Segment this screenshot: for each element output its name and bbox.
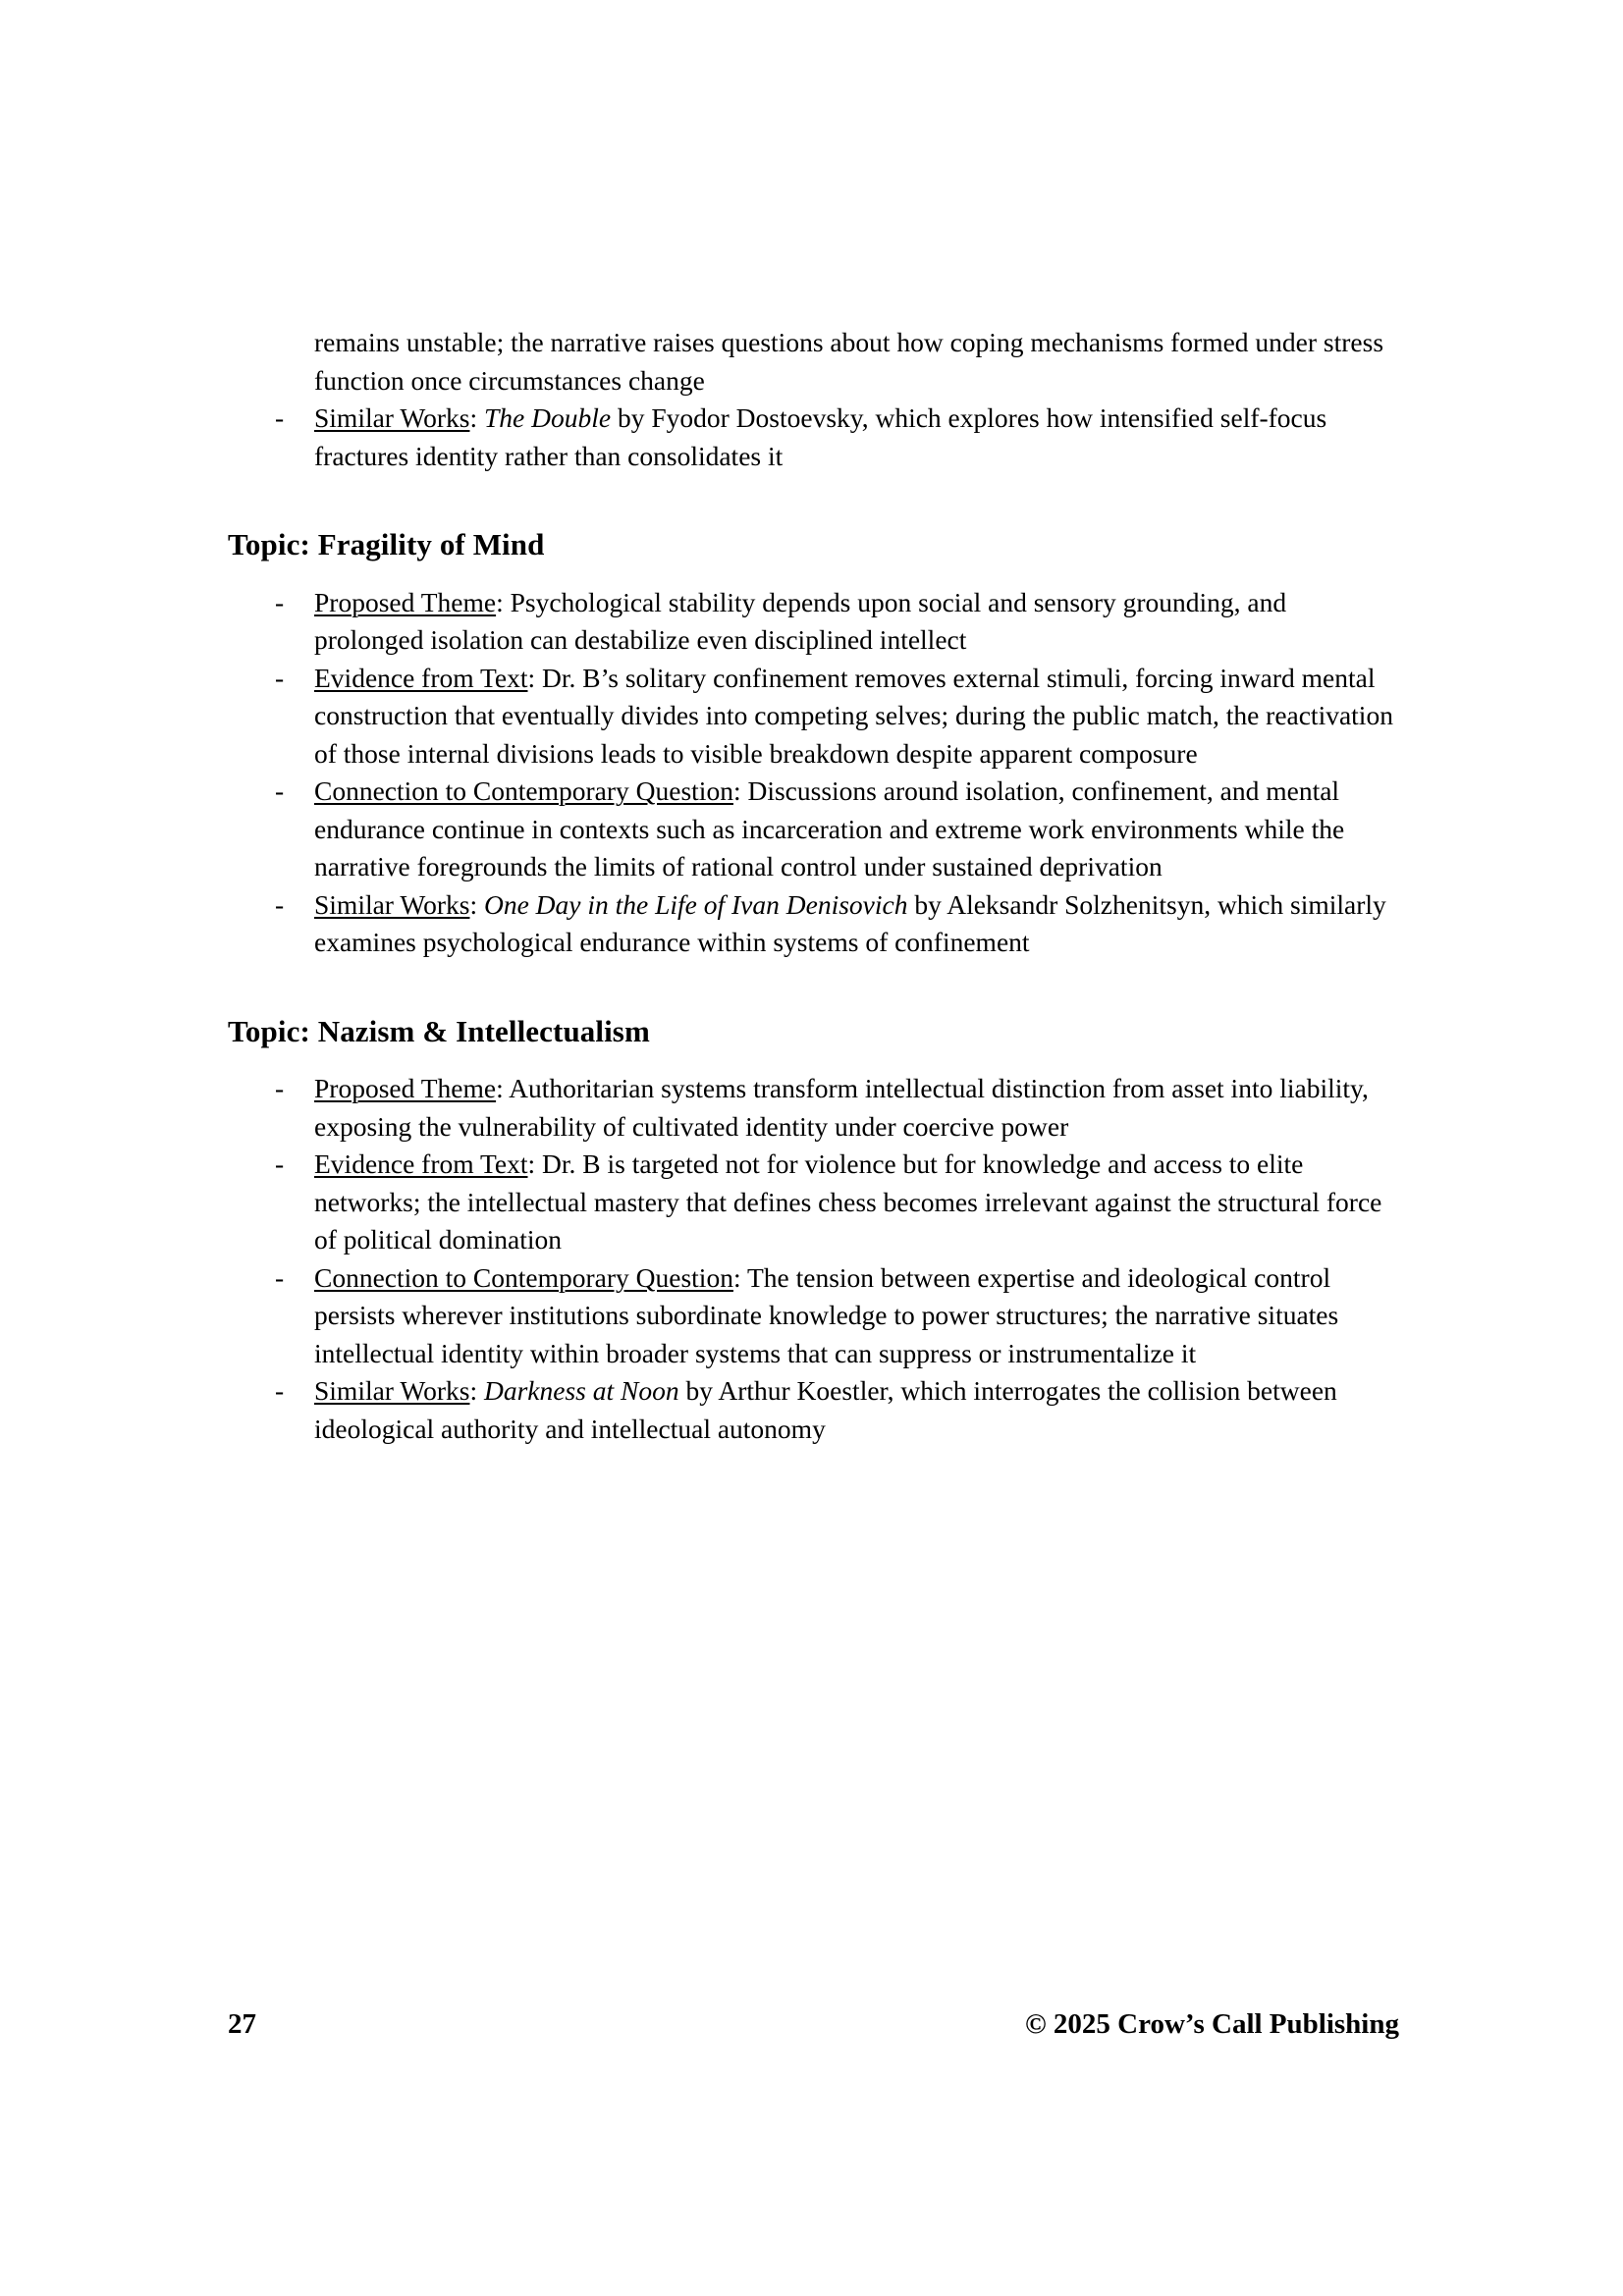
list-item: [228, 886, 1399, 962]
bullet-text: Discussions around isolation, confinement, and mental endurance continue in contexts such as incarceration and extreme work environments while the narrative foregrounds the limits of rational control under sustained deprivation: [314, 775, 1345, 881]
bullet-label: Proposed Theme: [314, 1073, 497, 1103]
page-content: [228, 324, 1399, 1448]
list-item: [228, 1070, 1399, 1146]
bullet-text: by Aleksandr Solzhenitsyn, which similarly examines psychological endurance within systems of confinement: [314, 888, 1386, 957]
list-item: [228, 400, 1399, 475]
section-2-bullet-list: [228, 1070, 1399, 1448]
bullet-text: by Arthur Koestler, which interrogates the collision between ideological authority and intellectual autonomy: [314, 1375, 1337, 1444]
bullet-label: Proposed Theme: [314, 586, 497, 617]
bullet-dash-icon: -: [275, 775, 285, 806]
bullet-dash-icon: -: [275, 1375, 285, 1406]
bullet-label: Similar Works: [314, 888, 470, 920]
section-1-bullet-list: [228, 584, 1399, 962]
bullet-text: Dr. B is targeted not for violence but for knowledge and access to elite networks; the intellectual mastery that defines chess becomes irrelevant against the structural force of political domination: [314, 1148, 1382, 1255]
bullet-text: by Fyodor Dostoevsky, which explores how intensified self-focus fractures identity rather than consolidates it: [314, 402, 1327, 471]
list-item: [228, 773, 1399, 886]
spacer: [228, 564, 1399, 584]
bullet-label: Similar Works: [314, 402, 470, 433]
spacer: [228, 1050, 1399, 1070]
page-number: 27: [228, 2008, 256, 2040]
bullet-separator: :: [527, 1148, 543, 1179]
list-item: [228, 1372, 1399, 1448]
bullet-text: Dr. B’s solitary confinement removes external stimuli, forcing inward mental construction that eventually divides into competing selves; during the public match, the reactivation of those internal divisions leads to visible breakdown despite apparent composure: [314, 662, 1393, 769]
bullet-label: Similar Works: [314, 1375, 470, 1406]
continuation-paragraph: remains unstable; the narrative raises questions about how coping mechanisms formed under stress function once circumstances change: [314, 327, 1384, 396]
bullet-work-title: Darkness at Noon: [483, 1375, 679, 1406]
bullet-text: Psychological stability depends upon social and sensory grounding, and prolonged isolation can destabilize even disciplined intellect: [314, 586, 1287, 655]
bullet-label: Evidence from Text: [314, 1148, 528, 1179]
bullet-separator: :: [496, 1073, 510, 1103]
publisher-notice: © 2025 Crow’s Call Publishing: [1024, 2008, 1399, 2040]
bullet-dash-icon: -: [275, 1073, 285, 1103]
spacer: [228, 475, 1399, 526]
bullet-separator: :: [469, 402, 484, 433]
page-title: Topic: Nazism & Intellectualism: [228, 1013, 650, 1048]
bullet-label: Connection to Contemporary Question: [314, 1261, 733, 1293]
bullet-separator: :: [527, 662, 543, 693]
bullet-label: Connection to Contemporary Question: [314, 775, 733, 806]
bullet-separator: :: [469, 888, 484, 920]
bullet-dash-icon: -: [275, 402, 285, 433]
bullet-label: Evidence from Text: [314, 662, 528, 693]
page-footer: [228, 2008, 1399, 2041]
bullet-separator: :: [732, 1261, 747, 1293]
bullet-separator: :: [469, 1375, 484, 1406]
bullet-separator: :: [732, 775, 748, 806]
bullet-text: Authoritarian systems transform intellectual distinction from asset into liability, exposing the vulnerability of cultivated identity under coercive power: [314, 1073, 1369, 1142]
bullet-work-title: The Double: [483, 402, 612, 433]
bullet-dash-icon: -: [275, 586, 285, 617]
page-title: Topic: Fragility of Mind: [228, 527, 545, 561]
list-item: [228, 1146, 1399, 1259]
bullet-dash-icon: -: [275, 888, 285, 920]
continuation-bullet-list: [228, 400, 1399, 475]
bullet-dash-icon: -: [275, 1148, 285, 1179]
spacer: [228, 962, 1399, 1013]
bullet-separator: :: [496, 586, 511, 617]
bullet-work-title: One Day in the Life of Ivan Denisovich: [483, 888, 908, 920]
bullet-dash-icon: -: [275, 662, 285, 693]
list-item: [228, 1259, 1399, 1373]
list-item: [228, 584, 1399, 660]
list-item: [228, 660, 1399, 774]
bullet-dash-icon: -: [275, 1261, 285, 1293]
bullet-text: The tension between expertise and ideological control persists wherever institutions subordinate knowledge to power structures; the narrative situates intellectual identity within broader systems that can suppress or instrumentalize it: [314, 1261, 1339, 1368]
